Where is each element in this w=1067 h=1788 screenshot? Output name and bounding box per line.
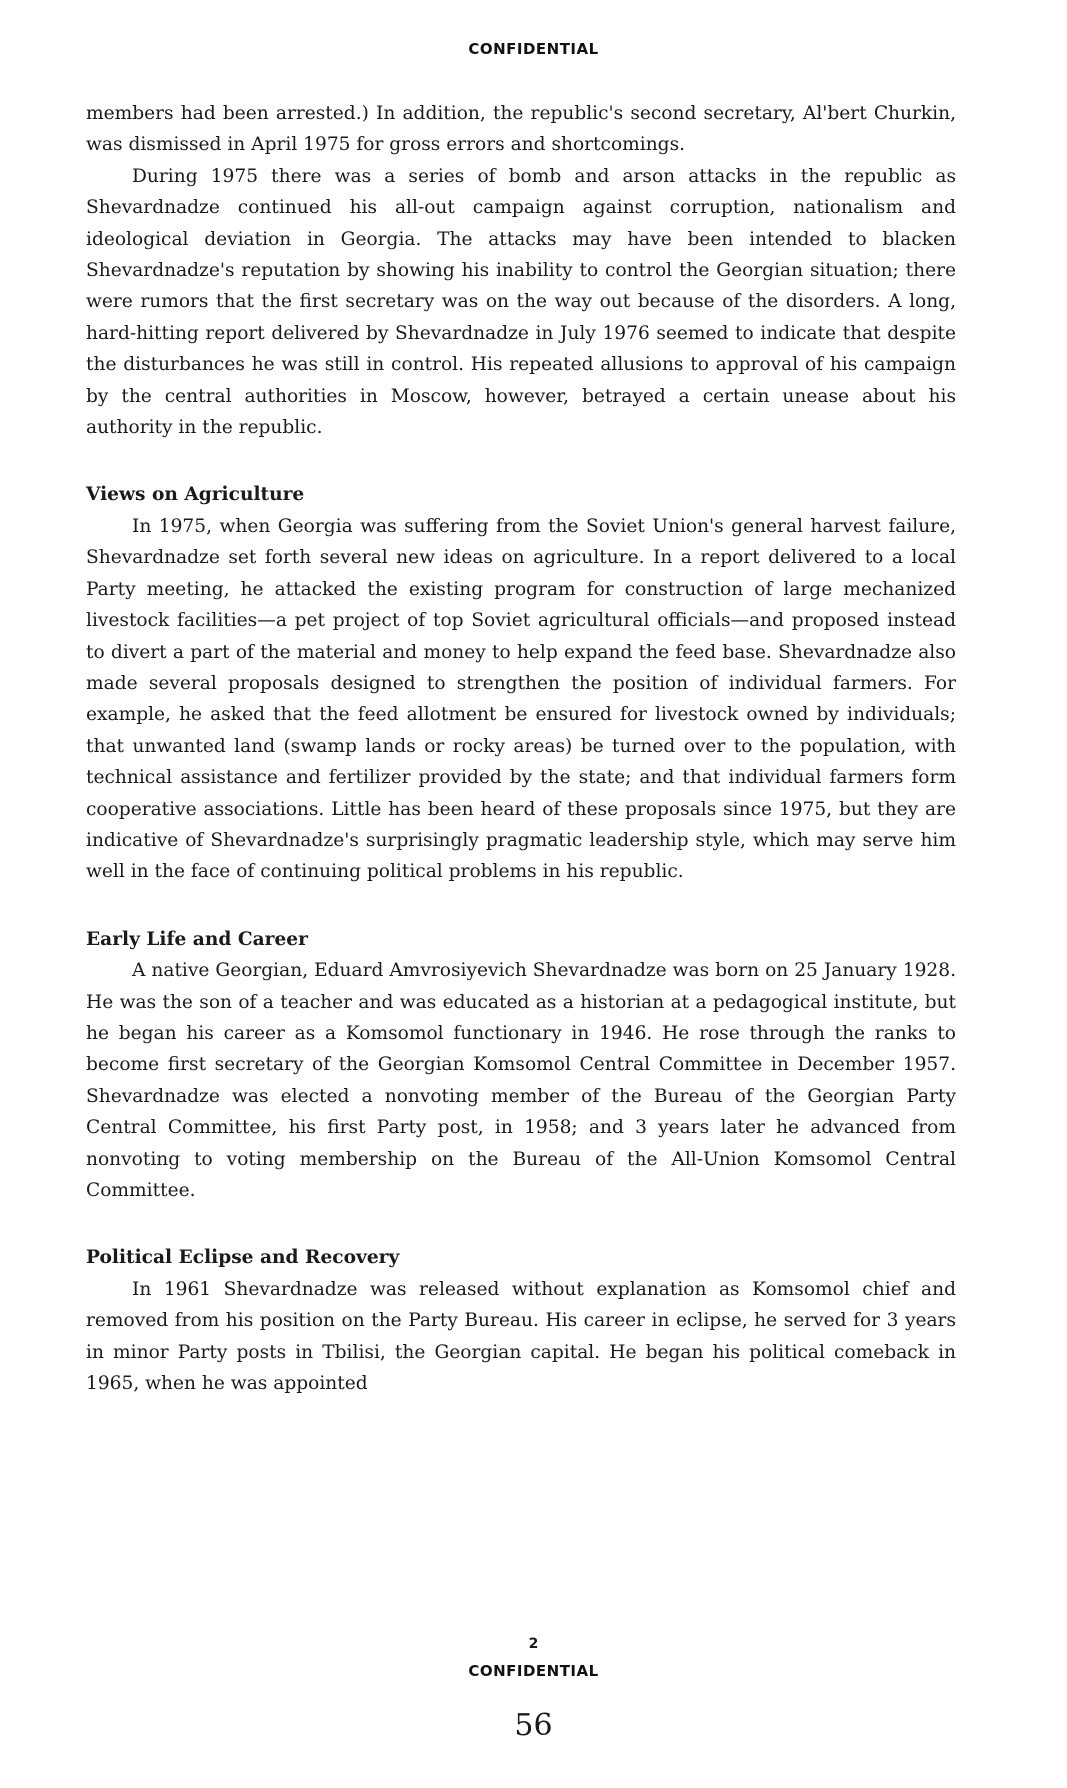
archive-page-number: 56 bbox=[514, 1708, 553, 1743]
page-number: 2 bbox=[528, 1636, 539, 1652]
section-heading-early-life: Early Life and Career bbox=[86, 928, 308, 950]
document-body bbox=[86, 98, 956, 1399]
section-body-agriculture: In 1975, when Georgia was suffering from the Soviet Union's general harvest failure, Shevardnadze set forth several new ideas on agriculture. In a report delivered to a local Party meeting, he attacked the existing program for construction of large mechanized livestock facilities—a pet project of top Soviet agricultural officials—and proposed instead to divert a part of the material and money to help expand the feed base. Shevardnadze also made several proposals designed to strengthen the position of individual farmers. For example, he asked that the feed allotment be ensured for livestock owned by individuals; that unwanted land (swamp lands or rocky areas) be turned over to the population, with technical assistance and fertilizer provided by the state; and that individual farmers form cooperative associations. Little has been heard of these proposals since 1975, but they are indicative of Shevardnadze's surprisingly pragmatic leadership style, which may serve him well in the face of continuing political problems in his republic. bbox=[86, 515, 956, 883]
classification-footer: CONFIDENTIAL bbox=[468, 1662, 599, 1680]
classification-header: CONFIDENTIAL bbox=[468, 40, 599, 58]
section-heading-agriculture: Views on Agriculture bbox=[86, 484, 305, 506]
section-body-early-life: A native Georgian, Eduard Amvrosiyevich Shevardnadze was born on 25 January 1928. He was the son of a teacher and was educated as a historian at a pedagogical institute, but he began his career as a Komsomol functionary in 1946. He rose through the ranks to become first secretary of the Georgian Komsomol Central Committee in December 1957. Shevardnadze was elected a nonvoting member of the Bureau of the Georgian Party Central Committee, his first Party post, in 1958; and 3 years later he advanced from nonvoting to voting membership on the Bureau of the All-Union Komsomol Central Committee. bbox=[86, 960, 956, 1201]
paragraph-attacks: During 1975 there was a series of bomb and arson attacks in the republic as Shevardnadze continued his all-out campaign against corruption, nationalism and ideological deviation in Georgia. The attacks may have been intended to blacken Shevardnadze's reputation by showing his inability to control the Georgian situation; there were rumors that the first secretary was on the way out because of the disorders. A long, hard-hitting report delivered by Shevardnadze in July 1976 seemed to indicate that despite the disturbances he was still in control. His repeated allusions to approval of his campaign by the central authorities in Moscow, however, betrayed a certain unease about his authority in the republic. bbox=[86, 165, 956, 439]
paragraph-continued: members had been arrested.) In addition, the republic's second secretary, Al'bert Churkin, was dismissed in April 1975 for gross errors and shortcomings. bbox=[86, 103, 956, 156]
section-heading-eclipse: Political Eclipse and Recovery bbox=[86, 1247, 400, 1269]
section-body-eclipse: In 1961 Shevardnadze was released without explanation as Komsomol chief and removed from his position on the Party Bureau. His career in eclipse, he served for 3 years in minor Party posts in Tbilisi, the Georgian capital. He began his political comeback in 1965, when he was appointed bbox=[86, 1278, 956, 1395]
